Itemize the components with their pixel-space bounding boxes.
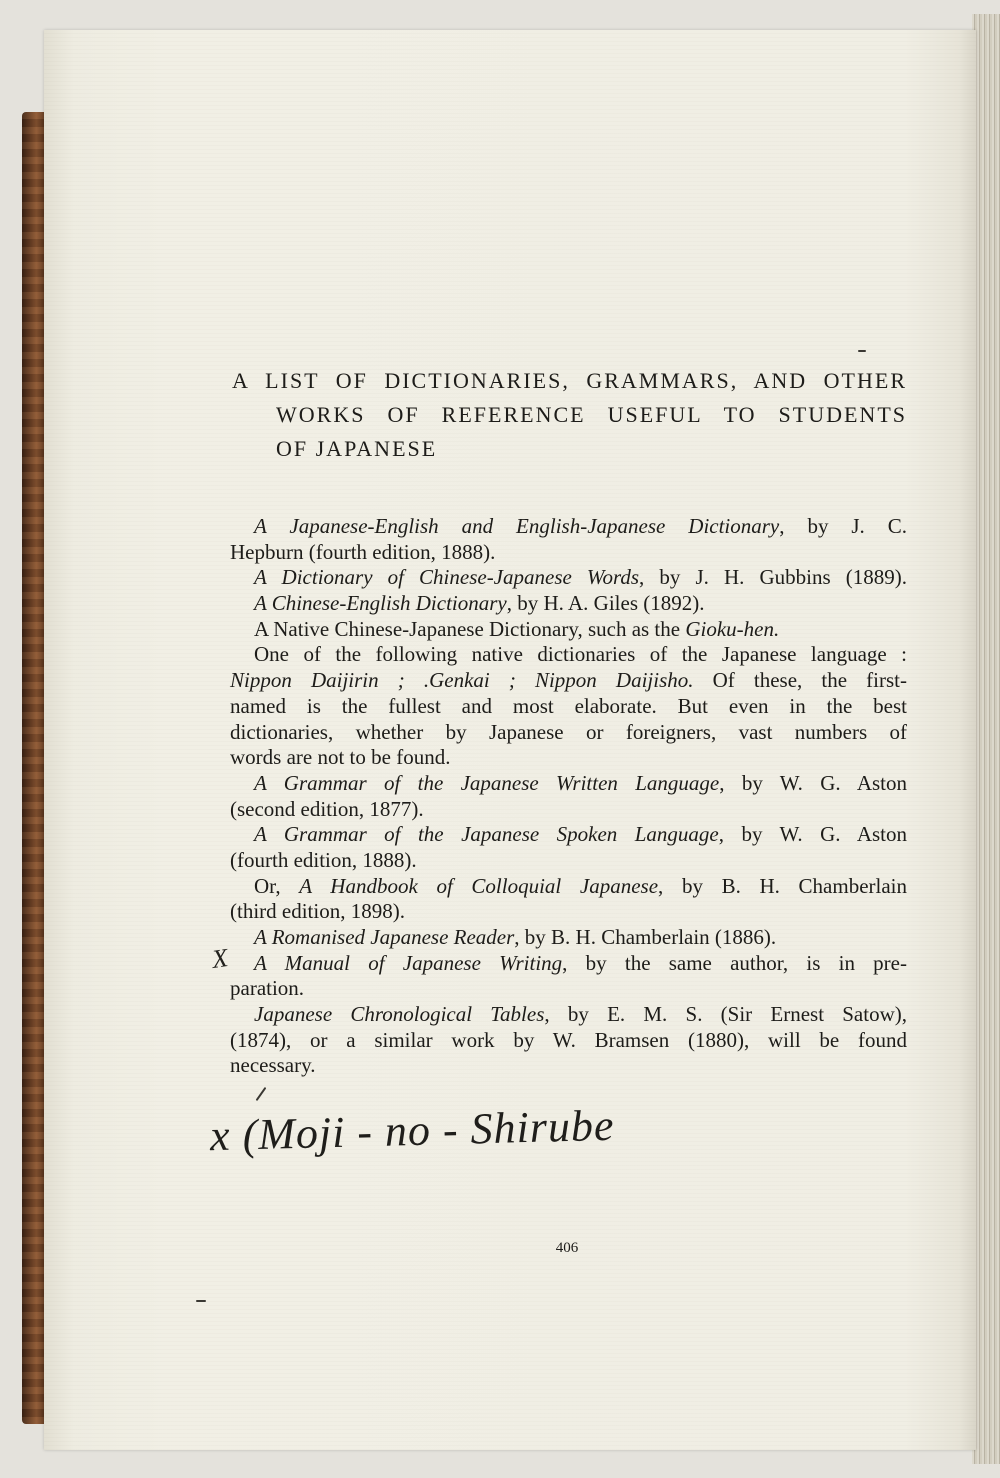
page-edge-stack xyxy=(972,14,1000,1464)
entry-text: , by J. H. Gubbins (1889). xyxy=(639,565,907,590)
pencil-mark xyxy=(858,350,866,352)
heading-line: A LIST OF DICTIONARIES, GRAMMARS, AND OTHER xyxy=(232,368,907,393)
entry-text: , by W. G. Aston xyxy=(719,770,907,795)
entry-line xyxy=(230,951,907,977)
entry-text: paration. xyxy=(230,976,305,1001)
entry-text: , by B. H. Chamberlain (1886). xyxy=(514,925,777,949)
work-title: A Grammar of the Japanese Written Language xyxy=(254,770,720,795)
entry-line xyxy=(230,642,907,668)
entry-line xyxy=(230,899,907,925)
entry-text: One of the following native dictionaries of the Japanese language : xyxy=(254,642,907,667)
entry-text: , by W. G. Aston xyxy=(718,822,907,847)
heading-line: OF JAPANESE xyxy=(276,436,438,461)
entry-line xyxy=(230,617,907,643)
work-title: A Chinese-English Dictionary xyxy=(254,591,507,616)
work-title: Japanese Chronological Tables xyxy=(254,1002,545,1027)
entry-text: words are not to be found. xyxy=(230,745,451,770)
entry-text: (second edition, 1877). xyxy=(230,796,424,821)
entry-line xyxy=(230,1053,907,1079)
entry-line xyxy=(230,874,907,900)
reference-entry xyxy=(230,1002,907,1079)
work-title: Nippon Daijirin ; .Genkai ; Nippon Daijisho. xyxy=(230,668,694,693)
reference-entry xyxy=(230,565,907,591)
work-title: A Japanese-English and English-Japanese Dictionary xyxy=(254,514,780,538)
entry-text: necessary. xyxy=(230,1053,316,1078)
work-title: A Manual of Japanese Writing xyxy=(254,950,563,975)
reference-entry xyxy=(230,617,907,643)
entry-line xyxy=(230,720,907,746)
entry-line xyxy=(230,591,907,617)
entry-text: Of these, the first- xyxy=(693,668,907,693)
reference-entry xyxy=(230,925,907,951)
entry-text: A Native Chinese-Japanese Dictionary, such as the xyxy=(254,616,686,641)
entry-text: Hepburn (fourth edition, 1888). xyxy=(230,539,496,564)
reference-entry xyxy=(230,874,907,925)
page-number: 406 xyxy=(555,1240,579,1256)
work-title: A Grammar of the Japanese Spoken Language xyxy=(254,822,719,847)
entry-line xyxy=(230,1028,907,1054)
handwritten-margin-mark: X xyxy=(209,943,230,974)
heading-line: WORKS OF REFERENCE USEFUL TO STUDENTS xyxy=(276,402,907,427)
entry-text: , by J. C. xyxy=(779,514,907,538)
handwritten-note: x (Moji - no - Shirube xyxy=(209,1100,616,1161)
entry-line xyxy=(230,540,907,566)
entry-text: , by E. M. S. (Sir Ernest Satow), xyxy=(544,1002,907,1027)
entry-text: dictionaries, whether by Japanese or foreigners, vast numbers of xyxy=(230,719,907,744)
pencil-mark xyxy=(196,1300,206,1302)
entry-text: named is the fullest and most elaborate. But even in the best xyxy=(230,693,907,718)
reference-entry xyxy=(230,591,907,617)
reference-entry xyxy=(230,822,907,873)
pencil-mark xyxy=(256,1087,267,1101)
entry-line xyxy=(230,514,907,540)
entry-line xyxy=(230,745,907,771)
entry-line xyxy=(230,976,907,1002)
reference-entry xyxy=(230,951,907,1002)
reference-entry xyxy=(230,514,907,565)
work-title: A Dictionary of Chinese-Japanese Words xyxy=(254,565,640,590)
reference-entry xyxy=(230,771,907,822)
entry-line xyxy=(230,694,907,720)
work-title: Gioku-hen. xyxy=(685,616,780,641)
entry-line xyxy=(230,565,907,591)
work-title: A Handbook of Colloquial Japanese xyxy=(299,873,659,898)
entry-line xyxy=(230,1002,907,1028)
work-title: A Romanised Japanese Reader xyxy=(254,925,515,949)
entry-text: (fourth edition, 1888). xyxy=(230,847,417,872)
entry-text: (third edition, 1898). xyxy=(230,899,405,924)
entry-line xyxy=(230,771,907,797)
entry-line xyxy=(230,797,907,823)
entry-text: (1874), or a similar work by W. Bramsen (1880), will be found xyxy=(230,1027,907,1052)
reference-list xyxy=(230,514,907,1079)
entry-line xyxy=(230,848,907,874)
reference-entry xyxy=(230,642,907,770)
entry-line xyxy=(230,822,907,848)
page-heading xyxy=(232,364,907,466)
entry-line xyxy=(230,925,907,951)
entry-text: , by the same author, is in pre- xyxy=(562,950,907,975)
entry-text: , by H. A. Giles (1892). xyxy=(506,591,705,616)
entry-text: Or, xyxy=(254,873,300,898)
entry-line xyxy=(230,668,907,694)
entry-text: , by B. H. Chamberlain xyxy=(658,873,908,898)
book-page xyxy=(44,30,976,1450)
